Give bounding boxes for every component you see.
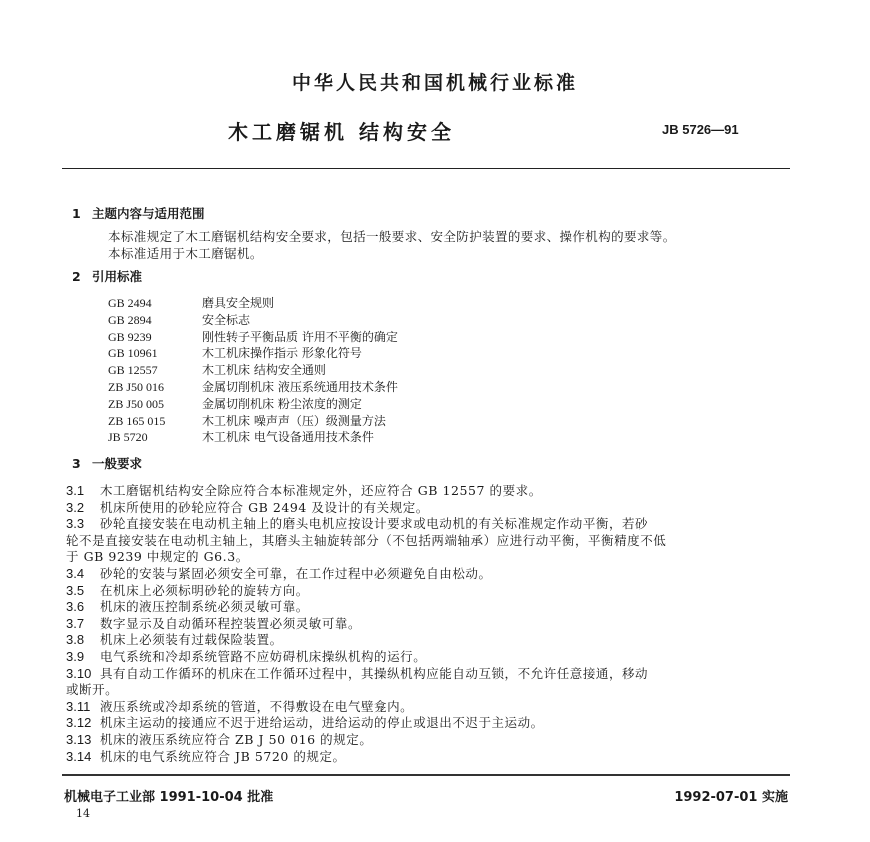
document-title: 木工磨锯机 结构安全 bbox=[228, 120, 455, 144]
reference-title: 金属切削机床 粉尘浓度的测定 bbox=[202, 396, 362, 411]
requirement-item bbox=[66, 564, 492, 582]
requirement-number: 3.11 bbox=[66, 698, 91, 714]
requirement-number: 3.10 bbox=[66, 665, 92, 681]
reference-code: ZB J50 005 bbox=[108, 396, 165, 411]
reference-item bbox=[108, 428, 374, 445]
requirement-item bbox=[66, 730, 372, 748]
requirement-text: 液压系统或冷却系统的管道，不得敷设在电气壁龛内。 bbox=[100, 698, 414, 714]
requirement-text: 砂轮的安装与紧固必须安全可靠，在工作过程中必须避免自由松动。 bbox=[100, 566, 492, 581]
standard-code: JB 5726—91 bbox=[662, 122, 739, 137]
requirement-text: 或断开。 bbox=[66, 682, 119, 698]
requirement-number: 3.5 bbox=[66, 582, 85, 598]
requirement-item bbox=[66, 630, 283, 648]
requirement-item bbox=[66, 531, 666, 549]
reference-title: 金属切削机床 液压系统通用技术条件 bbox=[202, 380, 398, 394]
issuing-body-header: 中华人民共和国机械行业标准 bbox=[291, 72, 578, 94]
requirement-number: 3.7 bbox=[66, 615, 85, 631]
requirement-text: 在机床上必须标明砂轮的旋转方向。 bbox=[100, 582, 309, 598]
requirement-number: 3.1 bbox=[66, 483, 85, 498]
reference-title: 木工机床 噪声声（压）级测量方法 bbox=[202, 413, 386, 428]
reference-item bbox=[108, 344, 362, 361]
requirement-item bbox=[66, 481, 542, 499]
reference-code: GB 10961 bbox=[108, 346, 158, 361]
requirement-text: 具有自动工作循环的机床在工作循环过程中，其操纵机构应能自动互锁，不允许任意接通，移动 bbox=[100, 665, 649, 681]
requirement-number: 3.14 bbox=[66, 748, 92, 764]
reference-title: 木工机床 结构安全通则 bbox=[202, 363, 326, 378]
page-number: 14 bbox=[76, 807, 90, 820]
reference-title: 安全标志 bbox=[202, 312, 251, 327]
requirement-text: 机床的液压系统应符合 ZB J 50 016 的规定。 bbox=[100, 732, 373, 747]
reference-title: 磨具安全规则 bbox=[202, 296, 275, 310]
requirement-text: 木工磨锯机结构安全除应符合本标准规定外，还应符合 GB 12557 的要求。 bbox=[100, 483, 542, 498]
requirement-text: 机床所使用的砂轮应符合 GB 2494 及设计的有关规定。 bbox=[100, 499, 429, 515]
requirement-text: 机床的电气系统应符合 JB 5720 的规定。 bbox=[100, 748, 346, 764]
requirement-item bbox=[66, 647, 426, 665]
requirement-item bbox=[66, 514, 648, 532]
requirement-number: 3.3 bbox=[66, 516, 85, 532]
requirement-number: 3.9 bbox=[66, 649, 85, 664]
requirement-item bbox=[66, 697, 413, 715]
approval-date: 机械电子工业部 1991-10-04 批准 bbox=[64, 790, 274, 805]
requirement-item bbox=[66, 581, 309, 599]
requirement-number: 3.8 bbox=[66, 632, 85, 648]
reference-code: GB 2494 bbox=[108, 296, 152, 310]
section-1-line: 本标准规定了木工磨锯机结构安全要求，包括一般要求、安全防护装置的要求、操作机构的要求等。 bbox=[108, 229, 676, 244]
reference-item bbox=[108, 361, 326, 378]
reference-item bbox=[108, 328, 398, 345]
reference-item bbox=[108, 412, 386, 429]
footer-divider bbox=[62, 774, 790, 776]
requirement-item bbox=[66, 680, 118, 698]
requirement-item bbox=[66, 597, 309, 615]
requirement-number: 3.2 bbox=[66, 499, 85, 515]
reference-title: 木工机床操作指示 形象化符号 bbox=[202, 346, 362, 361]
requirement-text: 电气系统和冷却系统管路不应妨碍机床操纵机构的运行。 bbox=[100, 649, 427, 664]
reference-code: ZB 165 015 bbox=[108, 413, 166, 428]
requirement-text: 机床上必须装有过载保险装置。 bbox=[100, 632, 283, 648]
requirement-item bbox=[66, 747, 346, 765]
reference-title: 刚性转子平衡品质 许用不平衡的确定 bbox=[202, 329, 398, 344]
reference-item bbox=[108, 378, 398, 395]
reference-code: JB 5720 bbox=[108, 430, 148, 445]
section-1-line: 本标准适用于木工磨锯机。 bbox=[108, 246, 263, 261]
section-3-heading: 3 一般要求 bbox=[72, 456, 143, 471]
requirement-text: 轮不是直接安装在电动机主轴上，其磨头主轴旋转部分（不包括两端轴承）应进行动平衡，平衡精度不低 bbox=[66, 532, 667, 548]
requirement-number: 3.6 bbox=[66, 599, 85, 615]
requirement-item bbox=[66, 664, 648, 682]
requirement-text: 砂轮直接安装在电动机主轴上的磨头电机应按设计要求或电动机的有关标准规定作动平衡，若砂 bbox=[100, 516, 649, 532]
section-2-heading: 2 引用标准 bbox=[72, 269, 143, 284]
requirement-number: 3.4 bbox=[66, 566, 85, 581]
requirement-number: 3.13 bbox=[66, 732, 92, 747]
header-divider bbox=[62, 168, 790, 169]
requirement-text: 机床的液压控制系统必须灵敏可靠。 bbox=[100, 599, 309, 615]
reference-code: GB 2894 bbox=[108, 312, 152, 327]
requirement-text: 机床主运动的接通应不迟于进给运动，进给运动的停止或退出不迟于主运动。 bbox=[100, 715, 544, 731]
effective-date: 1992-07-01 实施 bbox=[674, 790, 788, 805]
reference-item bbox=[108, 294, 274, 311]
reference-item bbox=[108, 395, 362, 412]
requirement-item bbox=[66, 614, 361, 632]
reference-code: ZB J50 016 bbox=[108, 380, 165, 394]
requirement-item bbox=[66, 498, 429, 516]
reference-item bbox=[108, 311, 250, 328]
requirement-text: 数字显示及自动循环程控装置必须灵敏可靠。 bbox=[100, 615, 362, 631]
section-1-heading: 1 主题内容与适用范围 bbox=[72, 206, 205, 221]
reference-code: GB 12557 bbox=[108, 363, 158, 378]
reference-title: 木工机床 电气设备通用技术条件 bbox=[202, 430, 374, 445]
requirement-item bbox=[66, 713, 544, 731]
requirement-text: 于 GB 9239 中规定的 G6.3。 bbox=[66, 549, 249, 565]
reference-code: GB 9239 bbox=[108, 329, 152, 344]
requirement-number: 3.12 bbox=[66, 715, 92, 731]
requirement-item bbox=[66, 547, 249, 565]
